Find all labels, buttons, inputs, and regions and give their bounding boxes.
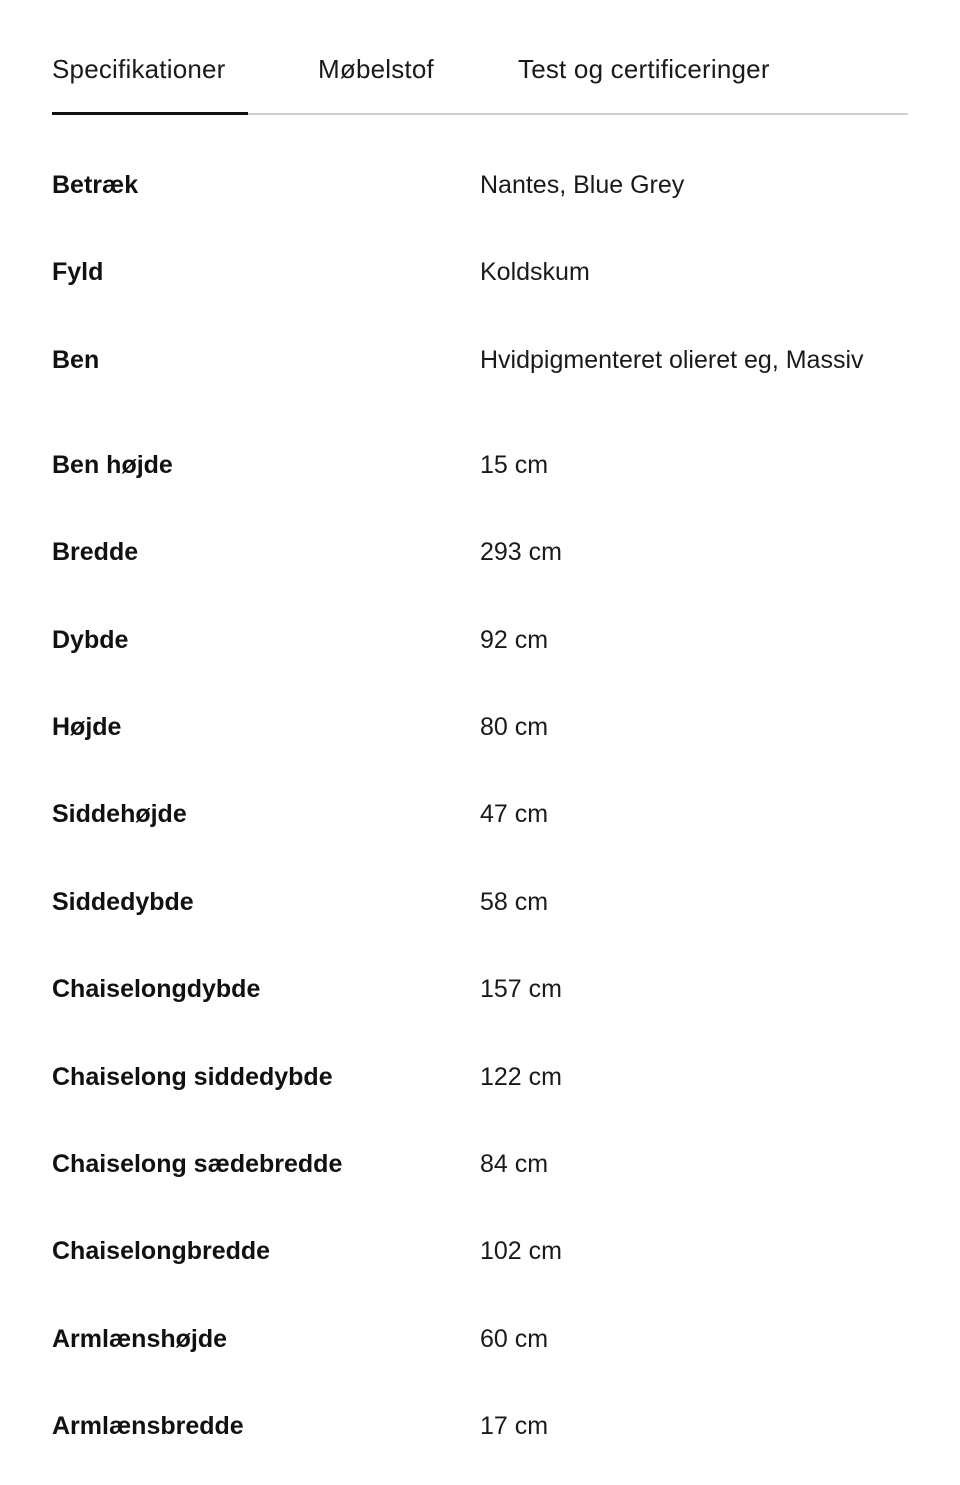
spec-row bbox=[52, 789, 908, 876]
spec-label: Betræk bbox=[52, 171, 139, 199]
spec-label: Siddehøjde bbox=[52, 800, 187, 829]
spec-value: 47 cm bbox=[480, 800, 549, 829]
spec-value: Hvidpigmenteret olieret eg, Massiv bbox=[480, 345, 864, 374]
spec-value: 15 cm bbox=[480, 450, 549, 479]
spec-row bbox=[52, 1314, 908, 1401]
spec-label: Ben højde bbox=[52, 450, 173, 479]
tab-mobelstof[interactable]: Møbelstof bbox=[318, 54, 434, 84]
spec-label: Chaiselongdybde bbox=[52, 975, 261, 1004]
spec-value: 58 cm bbox=[480, 887, 549, 916]
spec-label: Siddedybde bbox=[52, 887, 194, 916]
spec-value: 102 cm bbox=[480, 1237, 562, 1266]
spec-row bbox=[52, 964, 908, 1051]
spec-row bbox=[52, 1052, 908, 1139]
spec-row bbox=[52, 440, 908, 527]
tab-specifikationer[interactable]: Specifikationer bbox=[52, 54, 226, 84]
spec-row bbox=[52, 1139, 908, 1226]
spec-value: Nantes, Blue Grey bbox=[480, 171, 685, 199]
spec-value: 293 cm bbox=[480, 538, 562, 567]
spec-row bbox=[52, 160, 908, 247]
spec-value: 92 cm bbox=[480, 625, 549, 654]
spec-label: Armlænsbredde bbox=[52, 1412, 244, 1441]
spec-row bbox=[52, 702, 908, 789]
spec-label: Chaiselong sædebredde bbox=[52, 1149, 343, 1178]
spec-row bbox=[52, 335, 908, 440]
spec-label: Armlænshøjde bbox=[52, 1324, 228, 1353]
spec-row bbox=[52, 877, 908, 964]
spec-label: Fyld bbox=[52, 258, 104, 287]
tab-bar bbox=[52, 40, 908, 116]
spec-value: 84 cm bbox=[480, 1149, 549, 1178]
spec-row bbox=[52, 1226, 908, 1313]
spec-label: Chaiselongbredde bbox=[52, 1237, 271, 1266]
spec-value: 80 cm bbox=[480, 712, 549, 741]
spec-value: 122 cm bbox=[480, 1062, 562, 1091]
spec-row bbox=[52, 1401, 908, 1485]
spec-value: 157 cm bbox=[480, 975, 562, 1004]
spec-row bbox=[52, 527, 908, 614]
tab-test-og-certificeringer[interactable]: Test og certificeringer bbox=[518, 54, 770, 84]
spec-label: Højde bbox=[52, 712, 122, 741]
spec-row bbox=[52, 247, 908, 334]
spec-label: Dybde bbox=[52, 625, 129, 654]
spec-label: Ben bbox=[52, 345, 100, 374]
spec-value: 17 cm bbox=[480, 1412, 549, 1441]
spec-label: Chaiselong siddedybde bbox=[52, 1062, 333, 1091]
spec-value: Koldskum bbox=[480, 258, 590, 287]
specifications-table bbox=[52, 160, 908, 1485]
active-tab-indicator bbox=[52, 112, 248, 115]
spec-label: Bredde bbox=[52, 538, 139, 567]
spec-row bbox=[52, 615, 908, 702]
spec-value: 60 cm bbox=[480, 1324, 549, 1353]
